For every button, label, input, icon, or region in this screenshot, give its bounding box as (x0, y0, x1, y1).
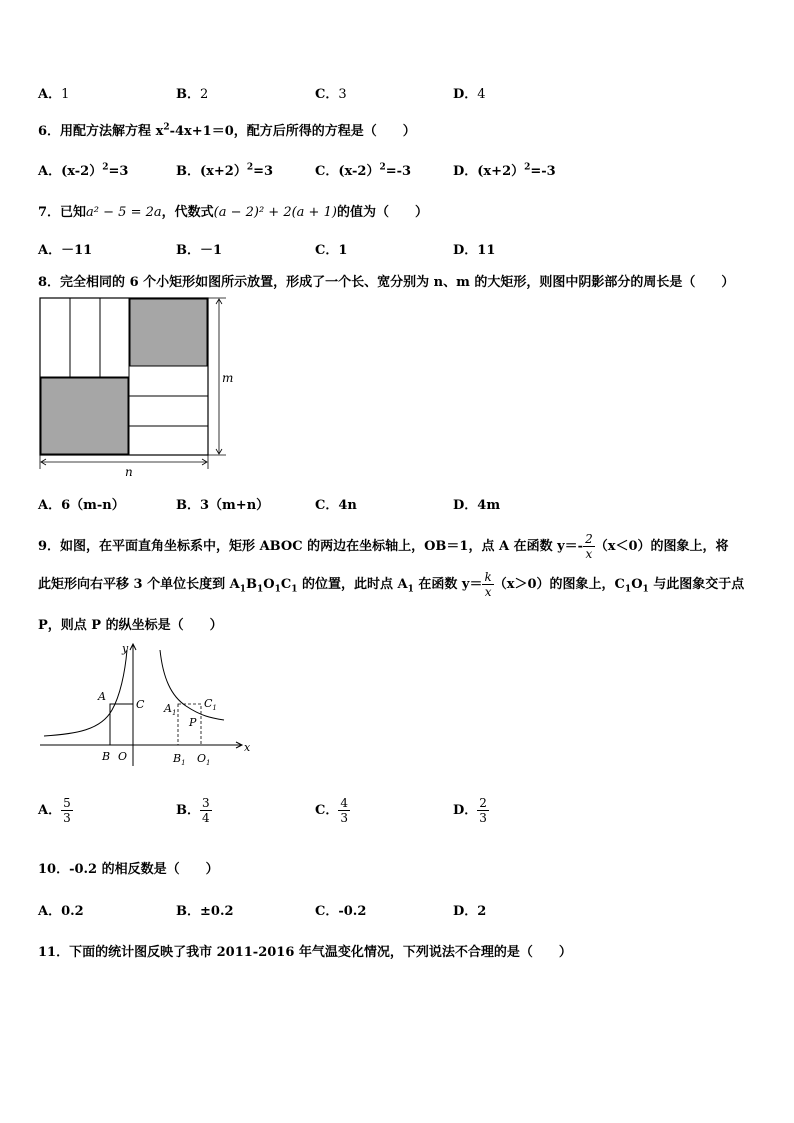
q7-algebraic-expr: (a − 2)² + 2(a + 1) (213, 205, 337, 220)
q5-option-b: B．2 (176, 87, 209, 102)
q9-label-o1: $O_1$ (197, 752, 211, 767)
q8-rectangles-figure (36, 294, 236, 479)
q9-fraction-k-over-x: $\frac{k}{x}$ (484, 570, 492, 599)
q9-label-y: y (122, 642, 129, 655)
q9-option-c: C． $\frac{4}{3}$ (315, 796, 348, 825)
q7-condition-expr: a² − 5 = 2a (86, 205, 162, 220)
q7-option-a: A．－11 (38, 243, 93, 258)
q10-option-c: C．-0.2 (315, 904, 367, 919)
q6-option-a: A．(x-2）$^2$=3 (38, 162, 129, 179)
q8-label-n: n (125, 465, 133, 479)
q9-label-c1: $C_1$ (204, 697, 217, 712)
q9-label-x: x (244, 741, 251, 754)
q7-option-c: C．1 (315, 243, 348, 258)
q8-stem: 8．完全相同的 6 个小矩形如图所示放置，形成了一个长、宽分别为 n、m 的大矩形，则图中阴影部分的周长是（ ） (38, 275, 735, 290)
q6-option-b: B．(x+2）$^2$=3 (176, 162, 274, 179)
q9-label-p: P (189, 716, 197, 729)
q8-shaded-top-right (130, 299, 207, 366)
q9-option-b: B． $\frac{3}{4}$ (176, 796, 210, 825)
q9-label-b: B (102, 750, 111, 763)
q10-option-a: A．0.2 (38, 904, 84, 919)
q8-shaded-bottom-left (41, 378, 128, 454)
q9-coordinate-figure (36, 638, 258, 768)
q10-option-d: D．2 (453, 904, 487, 919)
q6-option-c: C．(x-2）$^2$=-3 (315, 162, 412, 179)
q7-option-b: B．－1 (176, 243, 223, 258)
q5-option-d: D．4 (453, 87, 486, 102)
q8-option-a: A．6（m-n） (38, 498, 125, 513)
q9-rect-abco (110, 704, 133, 745)
q9-label-a: A (98, 690, 106, 703)
q5-option-c: C．3 (315, 87, 347, 102)
q7-option-d: D．11 (453, 243, 496, 258)
q9-label-o: O (118, 750, 128, 763)
q9-stem-line3: P，则点 P 的纵坐标是（ ） (38, 618, 223, 633)
q8-option-c: C．4n (315, 498, 357, 513)
q9-stem-line2: 此矩形向右平移 3 个单位长度到 $A_1B_1O_1C_1$ 的位置，此时点 $A_1$ 在函数 y＝ $\frac{k}{x}$ （x＞0）的图象上，$C_1O_1$ 与此图象交于点 (38, 570, 745, 599)
q9-left-hyperbola (44, 650, 127, 736)
q6-option-d: D．(x+2）$^2$=-3 (453, 162, 556, 179)
q6-stem: 6．用配方法解方程 $x^2-4x+1=0$，配方后所得的方程是（ ） (38, 122, 416, 139)
q9-option-a: A． $\frac{5}{3}$ (38, 796, 71, 825)
q9-stem-line1: 9．如图，在平面直角坐标系中，矩形 ABOC 的两边在坐标轴上，OB＝1，点 A 在函数 y＝- $\frac{2}{x}$ （x＜0）的图象上，将 (38, 532, 729, 561)
q7-stem: 7．已知a² − 5 = 2a，代数式(a − 2)² + 2(a + 1)的值为（ ） (38, 205, 428, 220)
q9-label-c: C (136, 698, 145, 711)
q10-stem: 10．-0.2 的相反数是（ ） (38, 862, 219, 877)
q9-fraction-neg2-over-x: $\frac{2}{x}$ (585, 532, 593, 561)
q9-option-d: D． $\frac{2}{3}$ (453, 796, 487, 825)
q11-stem: 11．下面的统计图反映了我市 2011-2016 年气温变化情况，下列说法不合理的是（ ） (38, 945, 572, 960)
q8-option-b: B．3（m+n） (176, 498, 270, 513)
q9-label-a1: $A_1$ (164, 702, 177, 717)
q10-option-b: B．±0.2 (176, 904, 234, 919)
q5-option-a: A．1 (38, 87, 70, 102)
q8-label-m: m (222, 371, 234, 385)
q9-label-b1: $B_1$ (173, 752, 186, 767)
q8-option-d: D．4m (453, 498, 501, 513)
